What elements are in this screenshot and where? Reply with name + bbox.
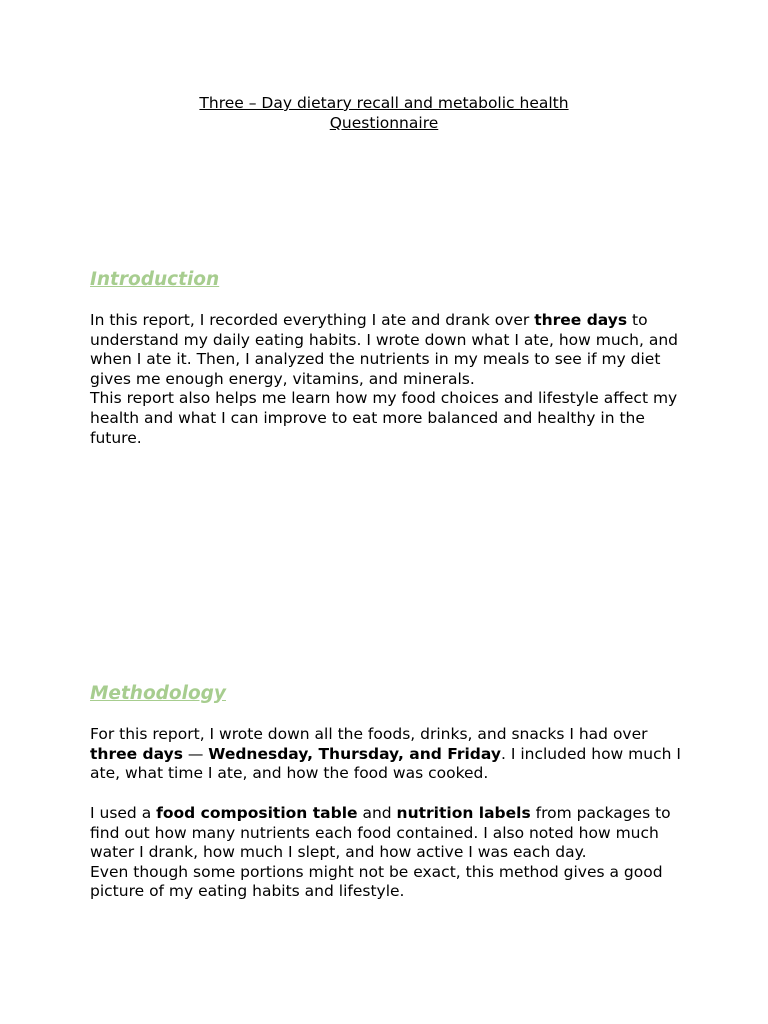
intro-text-c: to understand my daily eating habits. I wrote down what I ate, how much, and when I ate it. Then, I analyzed the nutrients in my meals to see if my diet gives me enough energy, vitamins, and minerals. [90,311,679,388]
intro-text-bold: three days [534,311,628,329]
method2-text-bold-2: nutrition labels [396,804,531,822]
introduction-heading: Introduction [90,269,220,290]
method-text-c: — [182,744,209,763]
method-text-e: . I included how much I ate, what time I ate, and how the food was cooked. [90,744,681,783]
method2-text-3: Even though some portions might not be exact, this method gives a good picture of my eating habits and lifestyle. [90,862,663,901]
method-text-bold-2: Wednesday, Thursday, and Friday [208,744,501,763]
introduction-paragraph [90,311,690,448]
method-text-a: For this report, I wrote down all the foods, drinks, and snacks I had over [90,725,648,743]
methodology-paragraph-1 [90,725,690,784]
method2-text-bold-1: food composition table [156,804,358,822]
intro-text-a: In this report, I recorded everything I ate and drank over [90,311,535,329]
methodology-heading: Methodology [90,683,226,704]
method2-text-c: and [357,804,397,822]
title-line-1: Three – Day dietary recall and metabolic health [199,94,569,112]
method2-text-e: from packages to find out how many nutrients each food contained. I also noted how much water I drank, how much I slept, and how active I was each day. [90,804,671,862]
title-line-2: Questionnaire [329,114,439,132]
method2-text-a: I used a [90,804,157,822]
intro-text-2: This report also helps me learn how my food choices and lifestyle affect my health and what I can improve to eat more balanced and healthy in the future. [90,389,678,447]
document-title [0,93,768,133]
method-text-bold-1: three days [90,744,183,763]
methodology-paragraph-2 [90,804,690,902]
